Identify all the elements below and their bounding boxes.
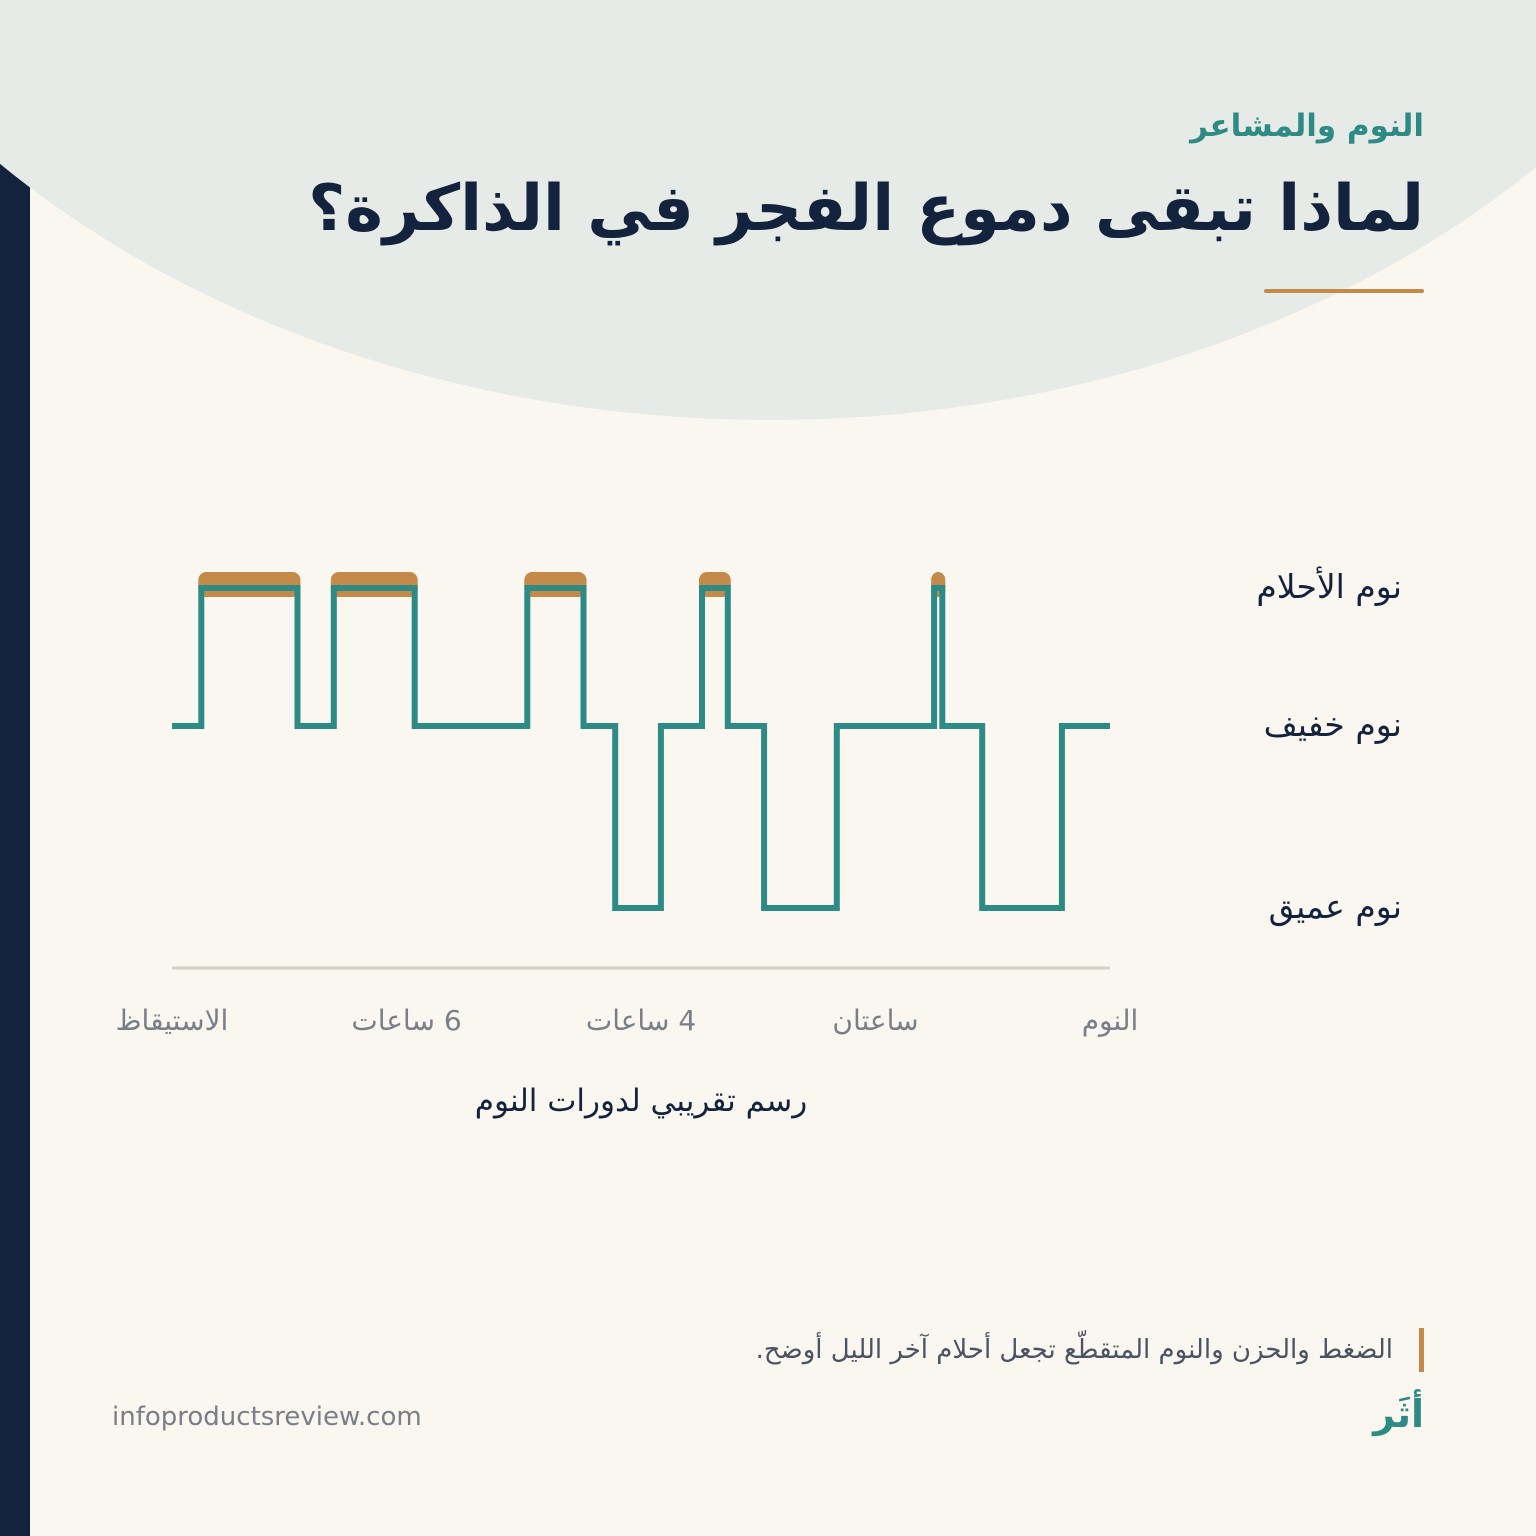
kicker-label: النوم والمشاعر <box>1190 108 1424 144</box>
level-label-0: نوم الأحلام <box>1256 567 1402 606</box>
level-label-1: نوم خفيف <box>1263 705 1402 744</box>
x-tick-label-3: 6 ساعات <box>351 1004 462 1037</box>
rem-highlight-2 <box>524 572 586 597</box>
x-tick-label-4: الاستيقاظ <box>115 1004 229 1037</box>
x-tick-label-2: 4 ساعات <box>585 1004 697 1037</box>
chart-caption: رسم تقريبي لدورات النوم <box>474 1083 808 1119</box>
rem-highlight-4 <box>198 572 300 597</box>
x-tick-label-0: النوم <box>1081 1004 1139 1037</box>
page-title: لماذا تبقى دموع الفجر في الذاكرة؟ <box>308 172 1424 246</box>
site-url: infoproductsreview.com <box>112 1402 422 1432</box>
sleep-stage-line-0 <box>172 588 1110 908</box>
brand-logo: أثَر <box>1373 1392 1424 1436</box>
footnote: الضغط والحزن والنوم المتقطّع تجعل أحلام آخر الليل أوضح. <box>756 1328 1424 1372</box>
rem-highlight-3 <box>331 572 418 597</box>
x-tick-label-1: ساعتان <box>832 1004 919 1037</box>
level-label-2: نوم عميق <box>1268 887 1402 926</box>
